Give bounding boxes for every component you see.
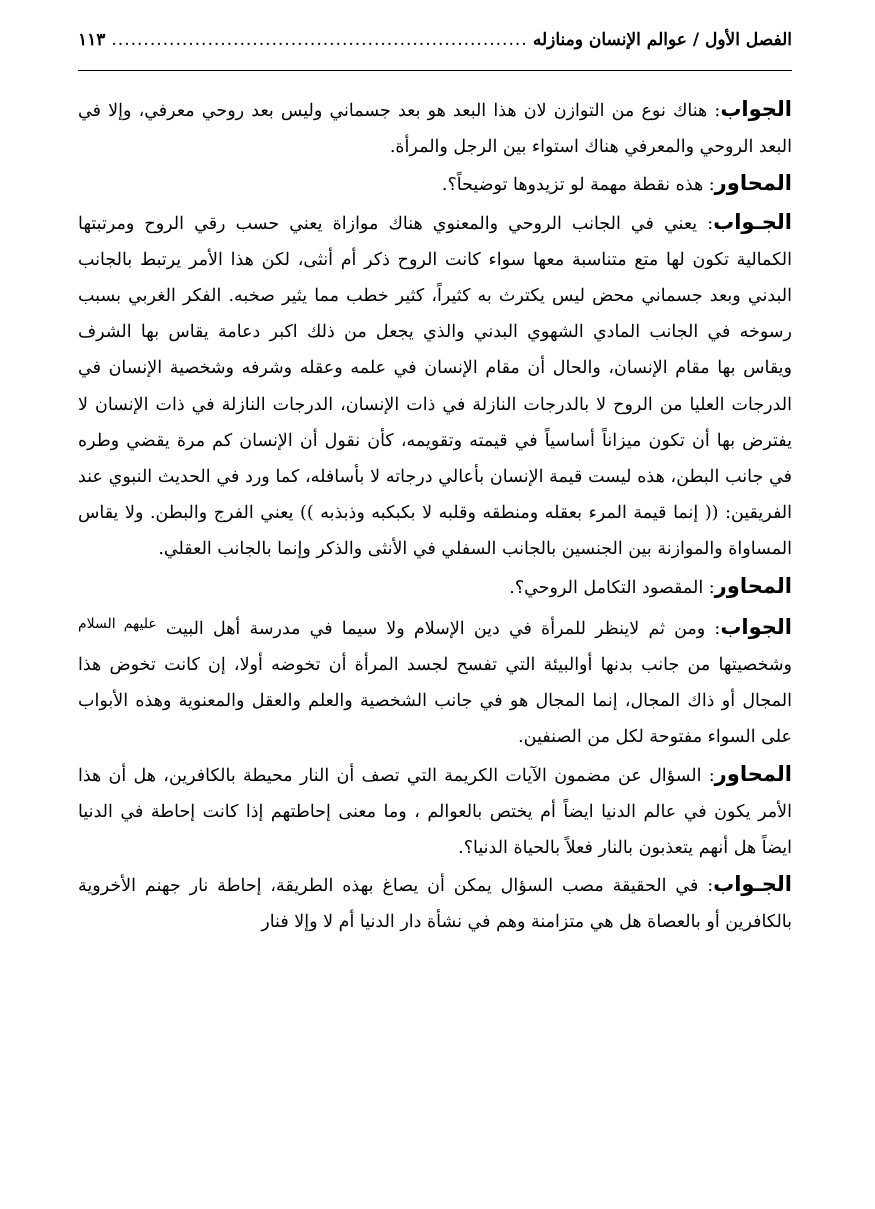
question-paragraph [78, 165, 792, 203]
paragraph-text: : يعني في الجانب الروحي والمعنوي هناك موازاة يعني حسب رقي الروح ومرتبتها الكمالية تكون لها متع متناسبة معها سواء كانت الروح ذكر أم أنثى، لكن هذا الأمر يرتبط بالجانب البدني وبعد جسماني محض ليس يكترث به كثيراً، كثير خطب مما يثير صخبه. الفكر الغربي بسبب رسوخه في الجانب المادي الشهوي البدني والذي يجعل من ذلك اكبر دعامة يقاس بها الشرف ويقاس بها مقام الإنسان، والحال أن مقام الإنسان في علمه وعقله وشرفه وشخصية الإنسان في الدرجات العليا من الروح لا بالدرجات النازلة في ذات الإنسان، الدرجات النازلة في ذات الإنسان لا يفترض بها أن تكون ميزاناً أساسياً في قيمته وتقويمه، كأن نقول أن الإنسان كم مرة يقضي وطره في جانب البطن، هذه ليست قيمة الإنسان بأعالي درجاته لا بأسافله، كما ورد في الحديث النبوي عند الفريقين: (( إنما قيمة المرء بعقله ومنطقه وقلبه لا بكبكبه وذبذبه )) يعني الفرج والبطن. ولا يقاس المساواة والموازنة بين الجنسين بالجانب السفلي في الأنثى والذكر وإنما بالجانب العقلي. [78, 213, 792, 560]
question-paragraph [78, 568, 792, 606]
speaker-label: المحاور [714, 761, 792, 786]
chapter-title: الفصل الأول / عوالم الإنسان ومنازله [532, 30, 792, 50]
speaker-label: المحاور [714, 171, 792, 196]
page-number: ١١٣ [78, 30, 106, 50]
answer-paragraph [78, 866, 792, 940]
dot-leader [111, 30, 526, 50]
honorific-glyph: عليهم السلام [78, 615, 157, 632]
paragraph-text: : هذه نقطة مهمة لو تزيدوها توضيحاً؟. [441, 175, 715, 196]
running-header [78, 30, 792, 70]
question-paragraph [78, 756, 792, 867]
speaker-label: الجواب [720, 614, 792, 639]
speaker-label: الجواب [720, 97, 792, 121]
paragraph-text: : ومن ثم لاينظر للمرأة في دين الإسلام ولا سيما في مدرسة أهل البيت [156, 618, 721, 639]
body-text [78, 91, 792, 941]
paragraph-text: : المقصود التكامل الروحي؟. [509, 577, 715, 598]
speaker-label: المحاور [714, 573, 792, 598]
paragraph-text-continued: وشخصيتها من جانب بدنها أوالبيئة التي تفسح لجسد المرأة أن تخوضه أولا، إن كانت تخوض هذا المجال أو ذاك المجال، إنما المجال هو في جانب الشخصية والعلم والعقل والمعنوية وهذه الأبواب على السواء مفتوحة لكل من الصنفين. [78, 655, 792, 748]
speaker-label: الجـواب [713, 209, 792, 234]
paragraph-text: : في الحقيقة مصب السؤال يمكن أن يصاغ بهذه الطريقة، إحاطة نار جهنم الأخروية بالكافرين أو بالعصاة هل هي متزامنة وهم في نشأة دار الدنيا أم لا وإلا فنار [78, 876, 792, 933]
answer-paragraph [78, 606, 792, 756]
document-page [78, 30, 792, 941]
header-rule [78, 70, 792, 71]
speaker-label: الجـواب [713, 872, 792, 897]
answer-paragraph [78, 204, 792, 568]
paragraph-text: : هناك نوع من التوازن لان هذا البعد هو بعد جسماني وليس بعد روحي معرفي، وإلا في البعد الروحي والمعرفي هناك استواء بين الرجل والمرأة. [78, 101, 792, 158]
answer-paragraph [78, 91, 792, 165]
paragraph-text: : السؤال عن مضمون الآيات الكريمة التي تصف أن النار محيطة بالكافرين، هل أن هذا الأمر يكون في عالم الدنيا ايضاً أم يختص بالعوالم ، وما معنى إحاطتهم إذا كانت إحاطة في الدنيا ايضاً هل أنهم يتعذبون بالنار فعلاً بالحياة الدنيا؟. [78, 765, 792, 859]
